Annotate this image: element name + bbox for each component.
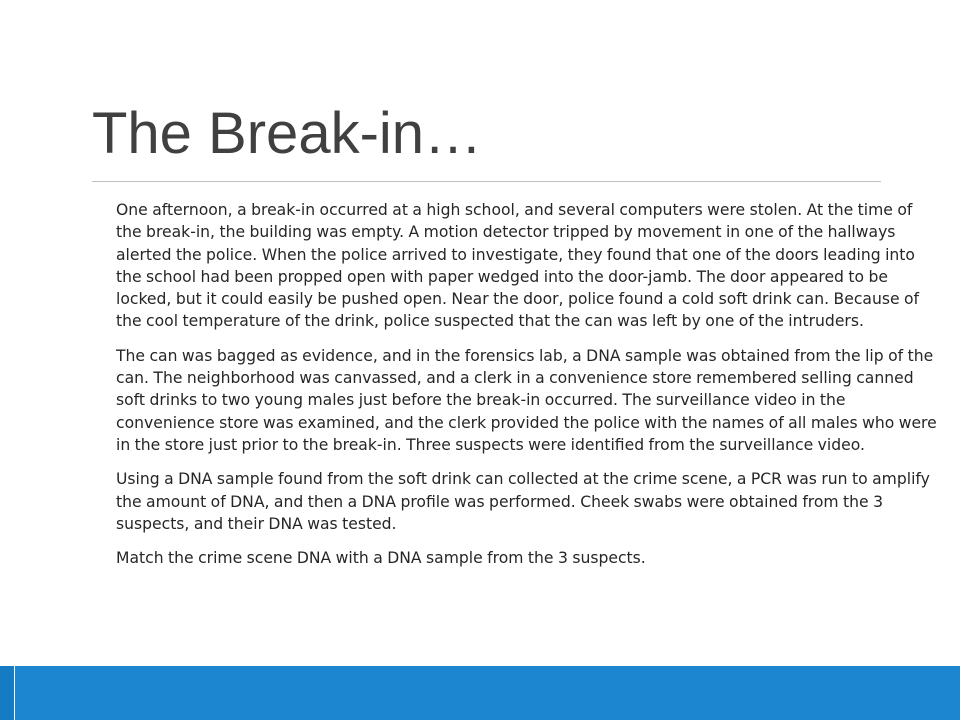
footer-bar	[0, 666, 960, 720]
paragraph-dna-profile: Using a DNA sample found from the soft drink can collected at the crime scene, a PCR was run to amplify the amount of DNA, and then a DNA profile was performed. Cheek swabs were obtained from the 3 suspects, and their DNA was tested.	[116, 470, 930, 533]
footer-bar-edge	[0, 666, 14, 720]
footer-bar-main	[15, 666, 960, 720]
paragraph-task: Match the crime scene DNA with a DNA sample from the 3 suspects.	[116, 549, 646, 568]
paragraph-evidence: The can was bagged as evidence, and in the forensics lab, a DNA sample was obtained from the lip of the can. The neighborhood was canvassed, and a clerk in a convenience store remembered selling canned soft drinks to two young males just before the break-in occurred. The surveillance video in the convenience store was examined, and the clerk provided the police with the names of all males who were in the store just prior to the break-in. Three suspects were identified from the surveillance video.	[116, 346, 937, 454]
title-divider	[92, 181, 881, 182]
slide-title: The Break-in…	[92, 101, 483, 166]
paragraph-break-in: One afternoon, a break-in occurred at a high school, and several computers were stolen. At the time of the break-in, the building was empty. A motion detector tripped by movement in one of the hallways alerted the police. When the police arrived to investigate, they found that one of the doors leading into the school had been propped open with paper wedged into the door-jamb. The door appeared to be locked, but it could easily be pushed open. Near the door, police found a cold soft drink can. Because of the cool temperature of the drink, police suspected that the can was left by one of the intruders.	[116, 201, 920, 331]
slide-body	[116, 199, 942, 581]
